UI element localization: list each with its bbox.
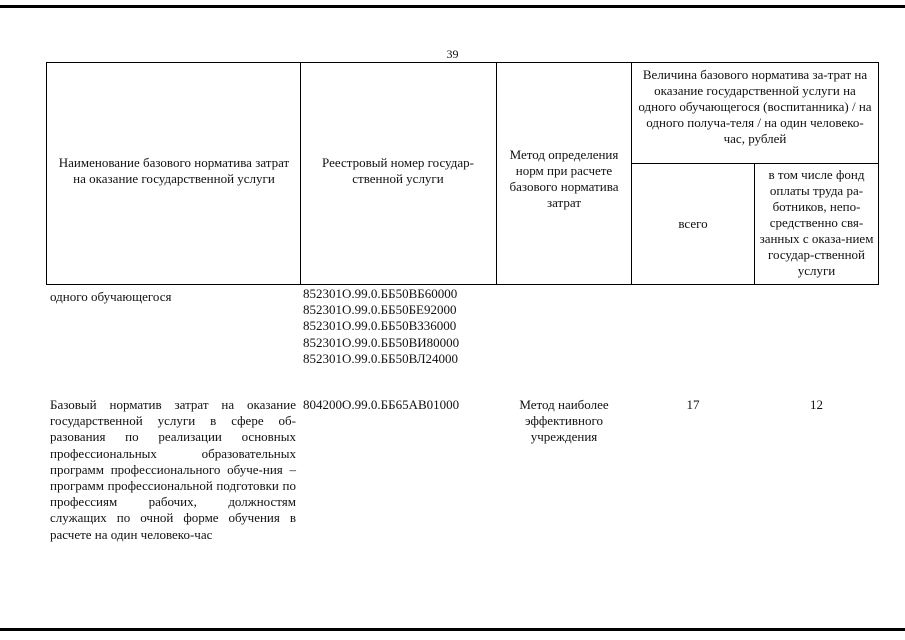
header-norm-value: Величина базового норматива за-трат на оказание государственной услуги на одного обучающегося (воспитанника) / на одного получа-теля / на один человеко-час, рублей bbox=[638, 67, 872, 146]
row-2-norm-name: Базовый норматив затрат на оказание государственной услуги в сфере об-разования по реализации основных профессиональных образовательных программ профессионального обуче-ния – программ профессиональной подготовки по профессиям рабочих, должностям служащих по очной форме обучения в расчете на один человеко-час bbox=[50, 397, 296, 542]
header-registry-number: Реестровый номер государ-ственной услуги bbox=[322, 155, 474, 186]
header-norm-name: Наименование базового норматива затрат на оказание государственной услуги bbox=[58, 155, 290, 186]
row-2-total-value: 17 bbox=[686, 397, 700, 412]
header-wage-fund: в том числе фонд оплаты труда ра-ботников, непо-средственно свя-занных с оказа-нием государ-ственной услуги bbox=[759, 167, 874, 278]
row-2-method: Метод наиболее эффективного учреждения bbox=[519, 397, 609, 445]
registry-number: 852301О.99.0.ББ50ВЛ24000 bbox=[303, 350, 459, 366]
registry-number: 852301О.99.0.ББ50ВЗ36000 bbox=[303, 318, 457, 334]
bottom-rule bbox=[0, 628, 905, 631]
col-divider bbox=[878, 62, 879, 285]
registry-number: 852301О.99.0.ББ50ВБ60000 bbox=[303, 286, 458, 301]
page-number: 39 bbox=[446, 47, 459, 61]
table-top-border bbox=[46, 62, 879, 63]
registry-number: 852301О.99.0.ББ50БЕ92000 bbox=[303, 302, 457, 318]
registry-number: 852301О.99.0.ББ50ВИ80000 bbox=[303, 334, 460, 350]
subheader-divider bbox=[631, 163, 879, 164]
col-divider bbox=[300, 62, 301, 285]
col-divider bbox=[754, 163, 755, 285]
col-divider bbox=[631, 62, 632, 285]
header-total: всего bbox=[678, 216, 708, 231]
registry-number: 804200О.99.0.ББ65АВ01000 bbox=[303, 397, 460, 412]
col-divider bbox=[46, 62, 47, 285]
row-1-registry-numbers bbox=[303, 286, 493, 367]
row-1-norm-name: одного обучающегося bbox=[50, 289, 172, 304]
row-2-wage-fund-value: 12 bbox=[810, 397, 823, 412]
top-rule bbox=[0, 5, 905, 8]
col-divider bbox=[496, 62, 497, 285]
header-method: Метод определения норм при расчете базового норматива затрат bbox=[509, 147, 619, 210]
row-2-registry-numbers bbox=[303, 397, 493, 413]
